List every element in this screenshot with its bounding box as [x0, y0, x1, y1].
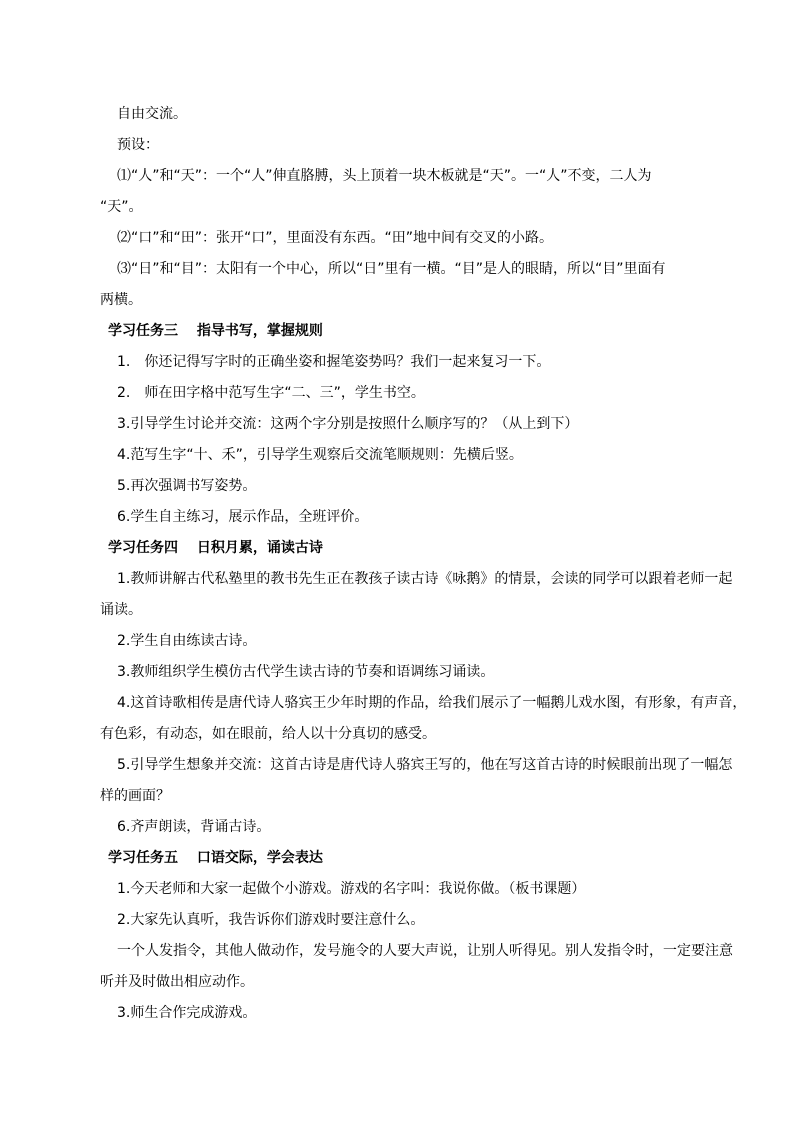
list-item: 2. 师在田字格中范写生字“二、三”，学生书空。 [117, 385, 425, 401]
list-item: 4.范写生字“十、禾”，引导学生观察后交流笔顺规则：先横后竖。 [117, 447, 523, 463]
section-heading: 学习任务三 指导书写，掌握规则 [108, 323, 323, 339]
list-item: 2.大家先认真听，我告诉你们游戏时要注意什么。 [117, 912, 425, 928]
paragraph-line: “天”。 [100, 199, 143, 215]
paragraph-line: 预设： [117, 137, 159, 153]
paragraph-line: ⑶“日”和“目”：太阳有一个中心，所以“日”里有一横。“目”是人的眼睛，所以“目”里面有 [117, 261, 666, 277]
paragraph-line: 两横。 [100, 292, 142, 308]
section-heading: 学习任务五 口语交际，学会表达 [108, 850, 323, 866]
paragraph-line: 样的画面？ [100, 788, 170, 804]
list-item: 3.师生合作完成游戏。 [117, 1005, 257, 1021]
list-item: 6.学生自主练习，展示作品，全班评价。 [117, 509, 369, 525]
paragraph-line: 有色彩，有动态，如在眼前，给人以十分真切的感受。 [100, 726, 436, 742]
list-item: 5.引导学生想象并交流：这首古诗是唐代诗人骆宾王写的，他在写这首古诗的时候眼前出现了一幅怎 [117, 757, 733, 773]
paragraph-line: 诵读。 [100, 602, 142, 618]
paragraph-line: 一个人发指令，其他人做动作，发号施令的人要大声说，让别人听得见。别人发指令时，一定要注意 [117, 943, 733, 959]
list-item: 1.教师讲解古代私塾里的教书先生正在教孩子读古诗《咏鹅》的情景，会读的同学可以跟着老师一起 [117, 571, 733, 587]
list-item: 4.这首诗歌相传是唐代诗人骆宾王少年时期的作品，给我们展示了一幅鹅儿戏水图，有形象，有声音， [117, 695, 747, 711]
paragraph-line: 听并及时做出相应动作。 [100, 974, 254, 990]
list-item: 5.再次强调书写姿势。 [117, 478, 257, 494]
list-item: 1. 你还记得写字时的正确坐姿和握笔姿势吗？我们一起来复习一下。 [117, 354, 551, 370]
list-item: 2.学生自由练读古诗。 [117, 633, 257, 649]
list-item: 6.齐声朗读，背诵古诗。 [117, 819, 271, 835]
section-heading: 学习任务四 日积月累，诵读古诗 [108, 540, 323, 556]
paragraph-line: ⑵“口”和“田”：张开“口”，里面没有东西。“田”地中间有交叉的小路。 [117, 230, 554, 246]
list-item: 3.引导学生讨论并交流：这两个字分别是按照什么顺序写的？（从上到下） [117, 416, 579, 432]
list-item: 1.今天老师和大家一起做个小游戏。游戏的名字叫：我说你做。（板书课题） [117, 881, 586, 897]
paragraph-line: 自由交流。 [117, 106, 187, 122]
paragraph-line: ⑴“人”和“天”：一个“人”伸直胳膊，头上顶着一块木板就是“天”。一“人”不变，二人为 [117, 168, 652, 184]
list-item: 3.教师组织学生模仿古代学生读古诗的节奏和语调练习诵读。 [117, 664, 495, 680]
